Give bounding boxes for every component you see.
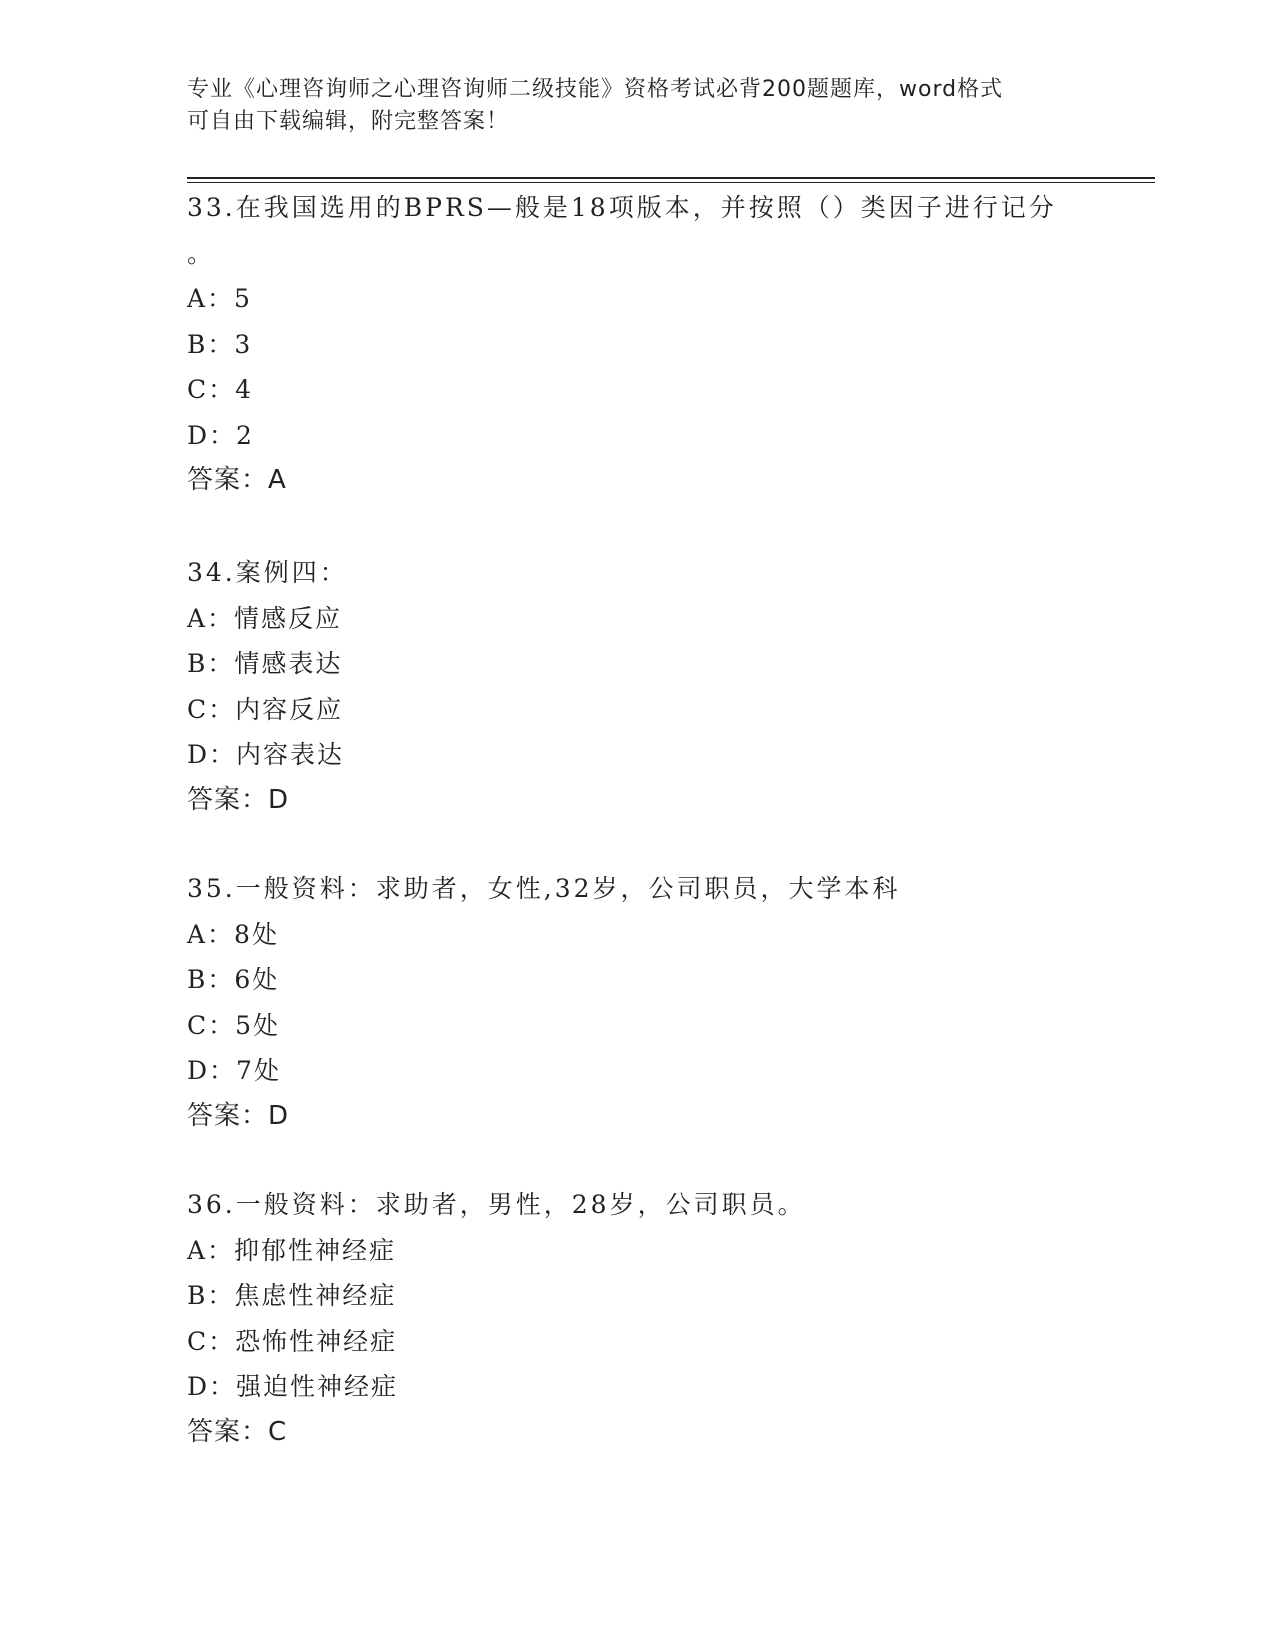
option-a: A：5 — [187, 284, 252, 313]
document-header — [187, 74, 1067, 138]
option-b: B：3 — [187, 329, 253, 359]
header-divider-thin — [187, 182, 1155, 183]
option-b: B：6处 — [187, 965, 280, 994]
answer: 答案：D — [187, 784, 290, 815]
question-stem: 36.一般资料：求助者，男性，28岁，公司职员。 — [187, 1190, 806, 1219]
answer: 答案：C — [187, 1416, 288, 1447]
option-a: A：抑郁性神经症 — [187, 1235, 397, 1265]
option-d: D：7处 — [187, 1056, 281, 1085]
option-b: B：焦虑性神经症 — [187, 1281, 397, 1310]
question-36 — [187, 1182, 1087, 1455]
answer: 答案：D — [187, 1100, 290, 1131]
question-35 — [187, 866, 1087, 1139]
question-stem-continuation: 。 — [187, 238, 216, 268]
header-line-2: 可自由下载编辑，附完整答案！ — [187, 109, 510, 134]
option-d: D：强迫性神经症 — [187, 1372, 399, 1401]
option-c: C：5处 — [187, 1010, 281, 1040]
question-stem: 34.案例四： — [187, 558, 348, 587]
option-c: C：4 — [187, 375, 254, 404]
question-stem: 33.在我国选用的BPRS—般是18项版本，并按照（）类因子进行记分 — [187, 193, 1057, 222]
option-c: C：内容反应 — [187, 694, 344, 724]
question-34 — [187, 550, 1087, 823]
question-33 — [187, 185, 1087, 504]
option-d: D：内容表达 — [187, 740, 345, 769]
option-a: A：8处 — [187, 919, 279, 949]
answer: 答案：A — [187, 465, 287, 495]
option-a: A：情感反应 — [187, 603, 343, 633]
option-c: C：恐怖性神经症 — [187, 1326, 398, 1356]
option-d: D：2 — [187, 420, 254, 450]
header-divider-thick — [187, 177, 1155, 179]
option-b: B：情感表达 — [187, 649, 343, 678]
question-stem: 35.一般资料：求助者，女性,32岁，公司职员，大学本科 — [187, 874, 901, 903]
header-line-1: 专业《心理咨询师之心理咨询师二级技能》资格考试必背200题题库，word格式 — [187, 77, 1004, 102]
